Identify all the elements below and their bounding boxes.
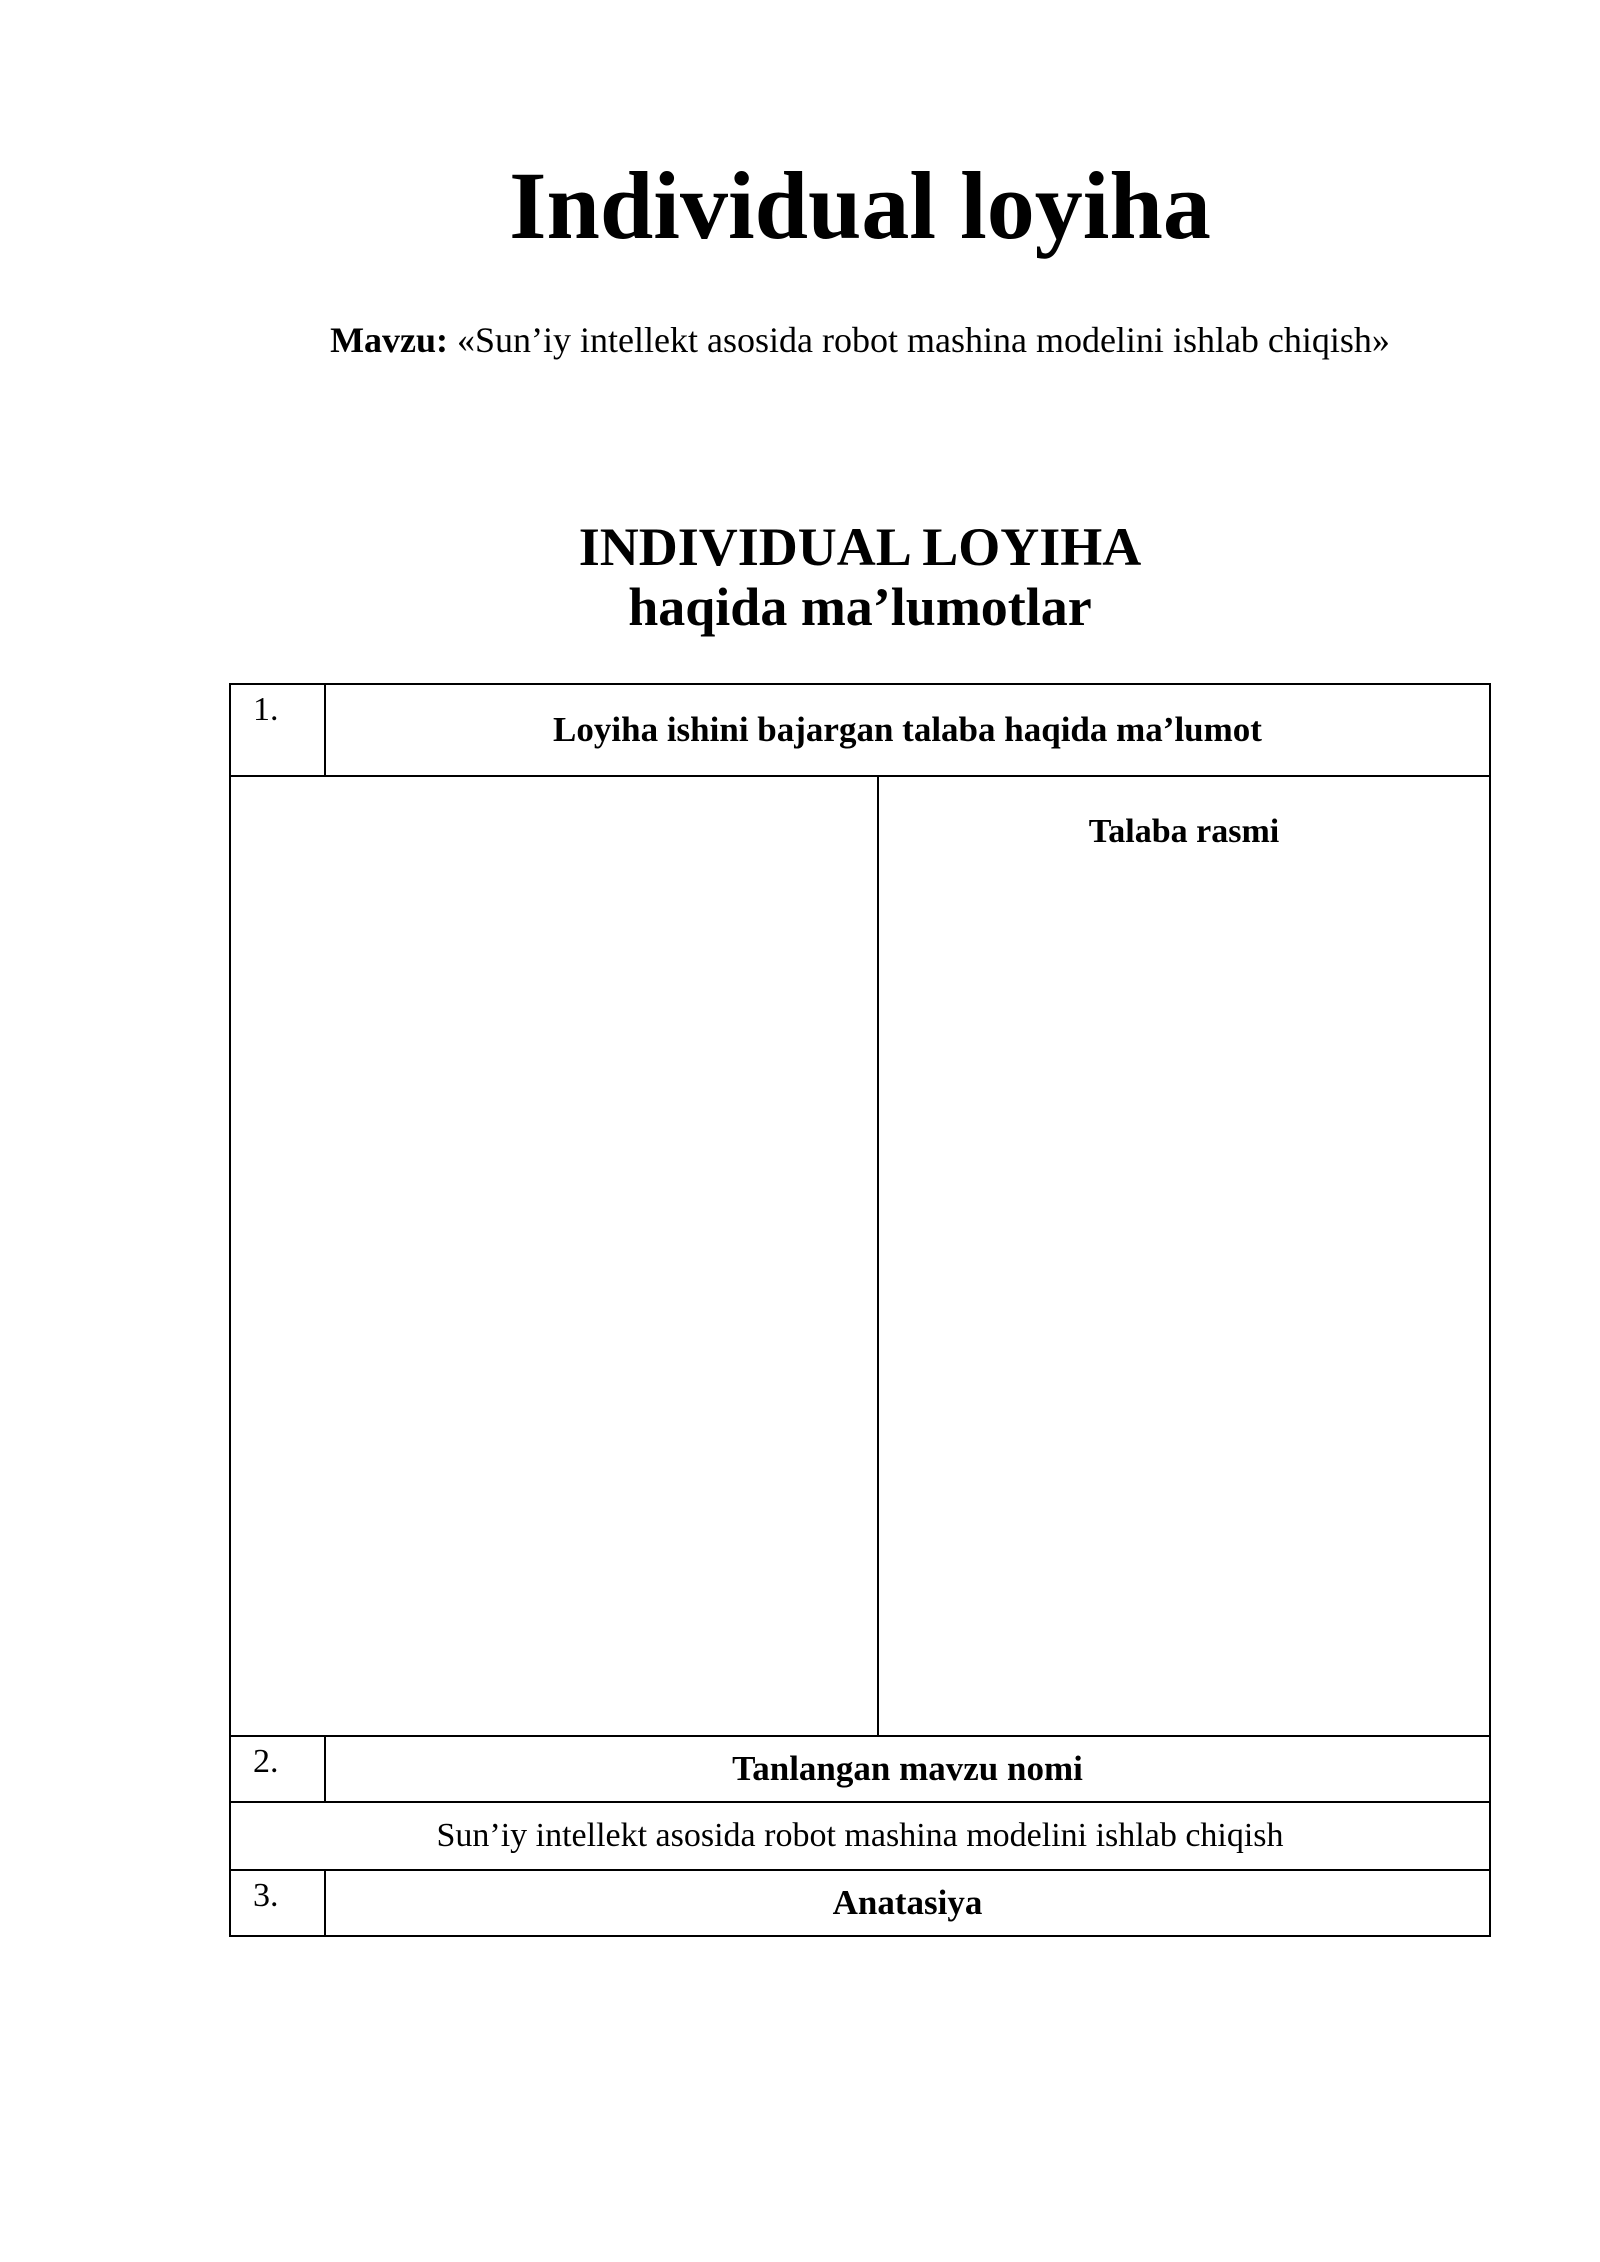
student-info-cell — [230, 776, 878, 1736]
topic-line — [0, 322, 1600, 358]
row-heading-student-info: Loyiha ishini bajargan talaba haqida ma’lumot — [325, 684, 1490, 776]
student-photo-cell — [878, 776, 1490, 1736]
topic-label: Mavzu: — [330, 320, 449, 360]
section-heading-line2: haqida ma’lumotlar — [628, 577, 1092, 637]
topic-value: «Sun’iy intellekt asosida robot mashina modelini ishlab chiqish» — [457, 320, 1390, 360]
section-heading-line1: INDIVIDUAL LOYIHA — [578, 517, 1142, 577]
row-heading-annotation: Anatasiya — [325, 1870, 1490, 1936]
table-row — [230, 684, 1490, 776]
student-photo-label: Talaba rasmi — [1088, 813, 1280, 850]
row-number-2: 2. — [230, 1736, 325, 1802]
page-title: Individual loyiha — [509, 152, 1211, 259]
table-row — [230, 1870, 1490, 1936]
table-row — [230, 1802, 1490, 1870]
topic-name-cell: Sun’iy intellekt asosida robot mashina modelini ishlab chiqish — [230, 1802, 1490, 1870]
table-row — [230, 776, 1490, 1736]
table-row — [230, 1736, 1490, 1802]
row-number-1: 1. — [230, 684, 325, 776]
row-heading-topic-name: Tanlangan mavzu nomi — [325, 1736, 1490, 1802]
project-info-table — [229, 683, 1491, 1937]
row-number-3: 3. — [230, 1870, 325, 1936]
